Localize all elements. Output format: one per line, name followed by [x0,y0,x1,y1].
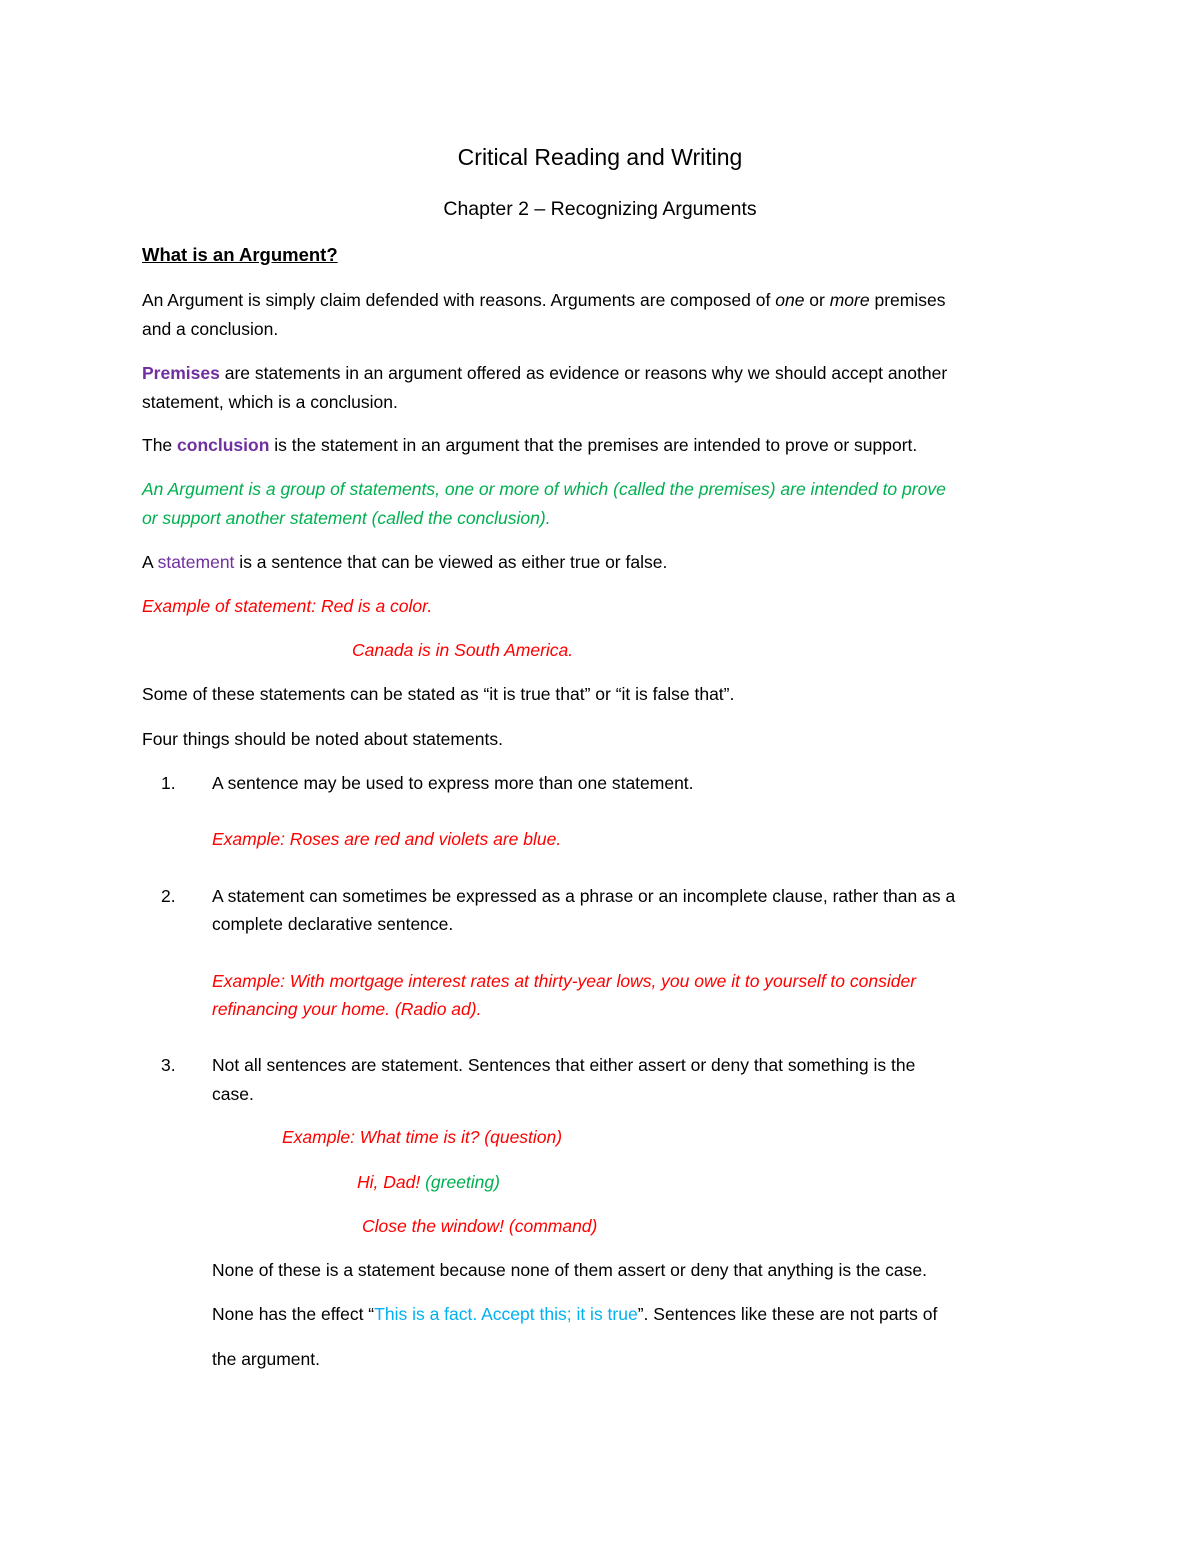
text: ”. Sentences like these are not parts of [637,1304,938,1324]
list-item-1-text: A sentence may be used to express more than one statement. [212,773,694,793]
paragraph-stated-as: Some of these statements can be stated as “it is true that” or “it is false that”. [142,684,735,704]
text: The [142,435,178,455]
list-item-2-example-line1: Example: With mortgage interest rates at thirty-year lows, you owe it to yourself to consider [212,971,917,991]
page-title: Critical Reading and Writing [457,144,743,170]
list-item-2-example-line2: refinancing your home. (Radio ad). [212,999,482,1019]
text: are statements in an argument offered as evidence or reasons why we should accept another [219,363,948,383]
paragraph-premises-line2: statement, which is a conclusion. [142,392,398,412]
text: None has the effect “ [212,1304,375,1324]
list-number-3: 3. [161,1055,176,1075]
example-statement-line2: Canada is in South America. [352,640,574,660]
list-item-3-after-line2 [212,1303,937,1325]
emphasis-more: more [829,290,870,310]
text: or [804,290,830,310]
quoted-fact: This is a fact. Accept this; it is true [374,1304,638,1324]
paragraph-four-things: Four things should be noted about statements. [142,729,503,749]
list-item-3-line1: Not all sentences are statement. Sentences that either assert or deny that something is the [212,1055,916,1075]
list-item-2-line1: A statement can sometimes be expressed as a phrase or an incomplete clause, rather than as a [212,886,956,906]
paragraph-conclusion [142,434,917,456]
paragraph-premises-line1 [142,362,947,384]
list-item-3-after-line3: the argument. [212,1349,320,1369]
list-number-2: 2. [161,886,176,906]
list-number-1: 1. [161,773,176,793]
paragraph-argument-line2: and a conclusion. [142,319,279,339]
emphasis-one: one [775,290,805,310]
list-item-3-example-b: Hi, Dad! (greeting) [357,1172,500,1192]
example-category-label: (greeting) [425,1172,500,1192]
example-statement-line1: Example of statement: Red is a color. [142,596,433,616]
term-statement: statement [157,552,235,572]
definition-line2: or support another statement (called the conclusion). [142,508,551,528]
text: A [142,552,158,572]
text: premises [869,290,946,310]
text: is the statement in an argument that the premises are intended to prove or support. [269,435,918,455]
list-item-3-example-a: Example: What time is it? (question) [282,1127,563,1147]
list-item-3-example-c: Close the window! (command) [362,1216,598,1236]
chapter-title: Chapter 2 – Recognizing Arguments [443,198,757,220]
text: is a sentence that can be viewed as either true or false. [234,552,668,572]
list-item-1-example: Example: Roses are red and violets are blue. [212,829,562,849]
list-item-3-line2: case. [212,1084,254,1104]
term-conclusion: conclusion [177,435,270,455]
text: An Argument is simply claim defended with reasons. Arguments are composed of [142,290,776,310]
paragraph-statement [142,551,667,573]
list-item-3-after-line1: None of these is a statement because none of them assert or deny that anything is the case. [212,1260,928,1280]
list-item-2-line2: complete declarative sentence. [212,914,454,934]
definition-line1: An Argument is a group of statements, one or more of which (called the premises) are intended to prove [142,479,946,499]
paragraph-argument-line1 [142,289,945,311]
term-premises: Premises [142,363,220,383]
section-heading: What is an Argument? [142,244,338,265]
